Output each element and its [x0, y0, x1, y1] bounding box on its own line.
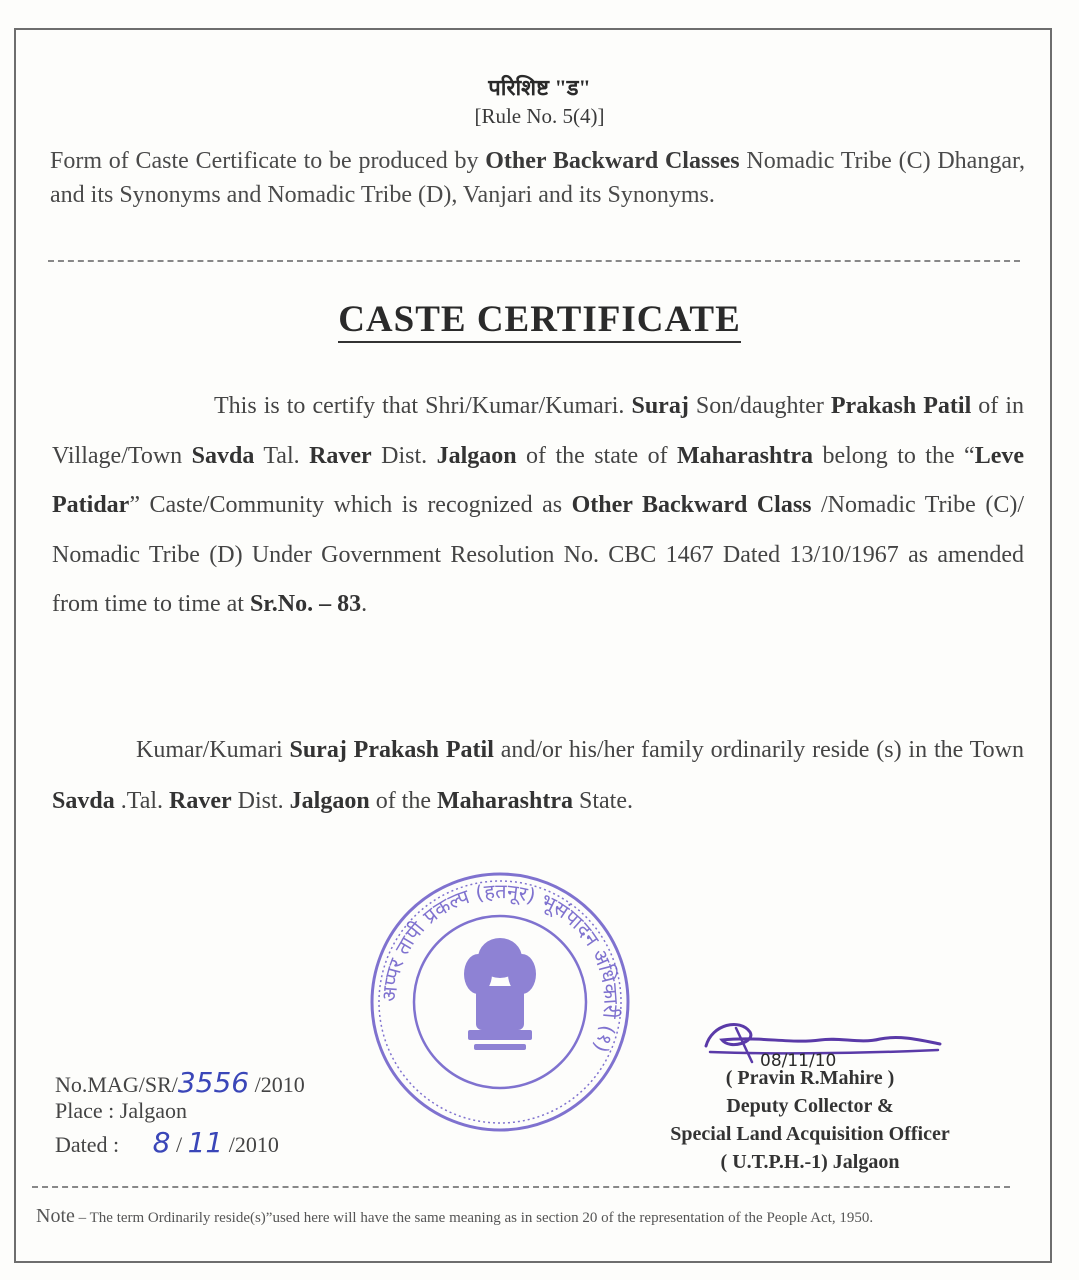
signatory-designation-1: Deputy Collector &: [726, 1095, 894, 1117]
appendix-heading: परिशिष्ट "ड": [488, 75, 591, 100]
rule-number: [Rule No. 5(4)]: [474, 104, 605, 128]
divider-top: [48, 260, 1020, 262]
national-emblem-icon: [464, 938, 536, 1050]
form-description: Form of Caste Certificate to be produced by Other Backward Classes Nomadic Tribe (C) Dhangar, and its Synonyms and Nomadic Tribe (D), Vanjari and its Synonyms.: [50, 148, 1026, 208]
signature-date: 08/11/10: [760, 1051, 837, 1071]
signatory-name: ( Pravin R.Mahire ): [725, 1067, 895, 1089]
signatory-designation-2: Special Land Acquisition Officer: [670, 1123, 950, 1145]
certification-paragraph: This is to certify that Shri/Kumar/Kumari. Suraj Son/daughter Prakash Patil of in Village/Town Savda Tal. Raver Dist. Jalgaon of the state of Maharashtra belong to the “Leve Patidar” Caste/Community which is recognized as Other Backward Class /Nomadic Tribe (C)/ Nomadic Tribe (D) Under Government Resolution No. CBC 1467 Dated 13/10/1967 as amended from time to time at Sr.No. – 83.: [52, 393, 1025, 617]
footnote: Note – The term Ordinarily reside(s)”used here will have the same meaning as in section 20 of the representation of the People Act, 1950.: [36, 1205, 874, 1227]
certificate-title: CASTE CERTIFICATE: [0, 298, 1079, 341]
place-of-issue: Place : Jalgaon: [55, 1098, 187, 1123]
officer-signature: [700, 1010, 950, 1072]
signatory-designation-3: ( U.T.P.H.-1) Jalgaon: [720, 1151, 900, 1173]
seal-ring-text: अप्पर तापी प्रकल्प (हतनूर) भूसंपादन अधिकारी (१): [376, 878, 624, 1057]
signatory-block: [630, 1064, 990, 1176]
divider-bottom: [32, 1186, 1010, 1188]
certificate-number: No.MAG/SR/3556 /2010: [55, 1066, 305, 1099]
date-of-issue: Dated : 8 / 11 /2010: [55, 1126, 279, 1159]
official-seal-stamp: [360, 866, 640, 1138]
residence-paragraph: Kumar/Kumari Suraj Prakash Patil and/or his/her family ordinarily reside (s) in the Town Savda .Tal. Raver Dist. Jalgaon of the Maharashtra State.: [52, 737, 1024, 814]
